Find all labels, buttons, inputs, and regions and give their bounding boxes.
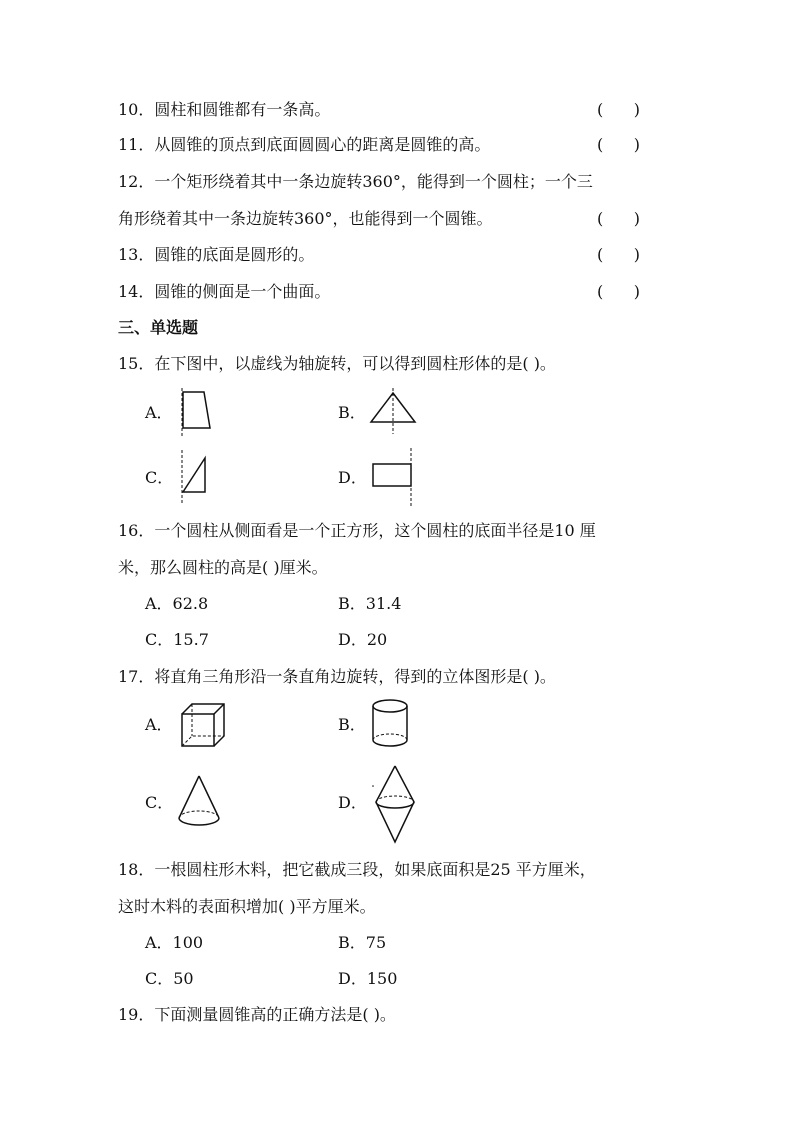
q17-option-b[interactable]: B． [338, 715, 366, 734]
q15-option-b[interactable]: B． [338, 403, 366, 422]
q15-option-c[interactable]: C． [145, 468, 174, 487]
cone-icon [177, 774, 221, 828]
q15-option-d[interactable]: D． [338, 468, 367, 487]
answer-blank-11[interactable]: ( ) [597, 135, 640, 154]
rectangle-with-axis-icon [371, 448, 415, 506]
q16-option-c[interactable]: C．15.7 [145, 630, 209, 649]
answer-blank-10[interactable]: ( ) [597, 100, 640, 119]
answer-blank-13[interactable]: ( ) [597, 245, 640, 264]
answer-blank-12[interactable]: ( ) [597, 209, 640, 228]
question-16-line2: 米，那么圆柱的高是( )厘米。 [118, 558, 328, 577]
section-title: 三、单选题 [118, 318, 199, 337]
q17-option-a[interactable]: A． [145, 715, 173, 734]
question-10: 10．圆柱和圆锥都有一条高。 [118, 100, 331, 119]
q17-option-c[interactable]: C． [145, 793, 174, 812]
question-18-line2: 这时木料的表面积增加( )平方厘米。 [118, 897, 376, 916]
question-18-line1: 18．一根圆柱形木料，把它截成三段，如果底面积是25 平方厘米， [118, 860, 596, 879]
question-13: 13．圆锥的底面是圆形的。 [118, 245, 315, 264]
q16-option-d[interactable]: D．20 [338, 630, 388, 649]
q15-option-a[interactable]: A． [145, 403, 173, 422]
question-17: 17．将直角三角形沿一条直角边旋转，得到的立体图形是( )。 [118, 667, 556, 686]
q16-option-b[interactable]: B．31.4 [338, 594, 402, 613]
q18-option-d[interactable]: D．150 [338, 969, 398, 988]
q16-option-a[interactable]: A．62.8 [145, 594, 209, 613]
q18-option-c[interactable]: C．50 [145, 969, 194, 988]
right-triangle-with-axis-icon [179, 450, 209, 504]
trapezoid-with-axis-icon [180, 388, 214, 436]
question-14: 14．圆锥的侧面是一个曲面。 [118, 282, 331, 301]
question-19: 19．下面测量圆锥高的正确方法是( )。 [118, 1005, 396, 1024]
question-15: 15．在下图中，以虚线为轴旋转，可以得到圆柱形体的是( )。 [118, 354, 556, 373]
cylinder-icon [371, 698, 411, 750]
question-16-line1: 16．一个圆柱从侧面看是一个正方形，这个圆柱的底面半径是10 厘 [118, 521, 596, 540]
triangle-with-axis-icon [369, 388, 417, 434]
q18-option-b[interactable]: B．75 [338, 933, 387, 952]
cube-icon [180, 702, 226, 748]
q18-option-a[interactable]: A．100 [145, 933, 204, 952]
question-11: 11．从圆锥的顶点到底面圆圆心的距离是圆锥的高。 [118, 135, 491, 154]
double-cone-icon [372, 764, 418, 846]
answer-blank-14[interactable]: ( ) [597, 282, 640, 301]
question-12-line1: 12．一个矩形绕着其中一条边旋转360°，能得到一个圆柱；一个三 [118, 172, 593, 191]
q17-option-d[interactable]: D． [338, 793, 367, 812]
question-12-line2: 角形绕着其中一条边旋转360°，也能得到一个圆锥。 [118, 209, 493, 228]
